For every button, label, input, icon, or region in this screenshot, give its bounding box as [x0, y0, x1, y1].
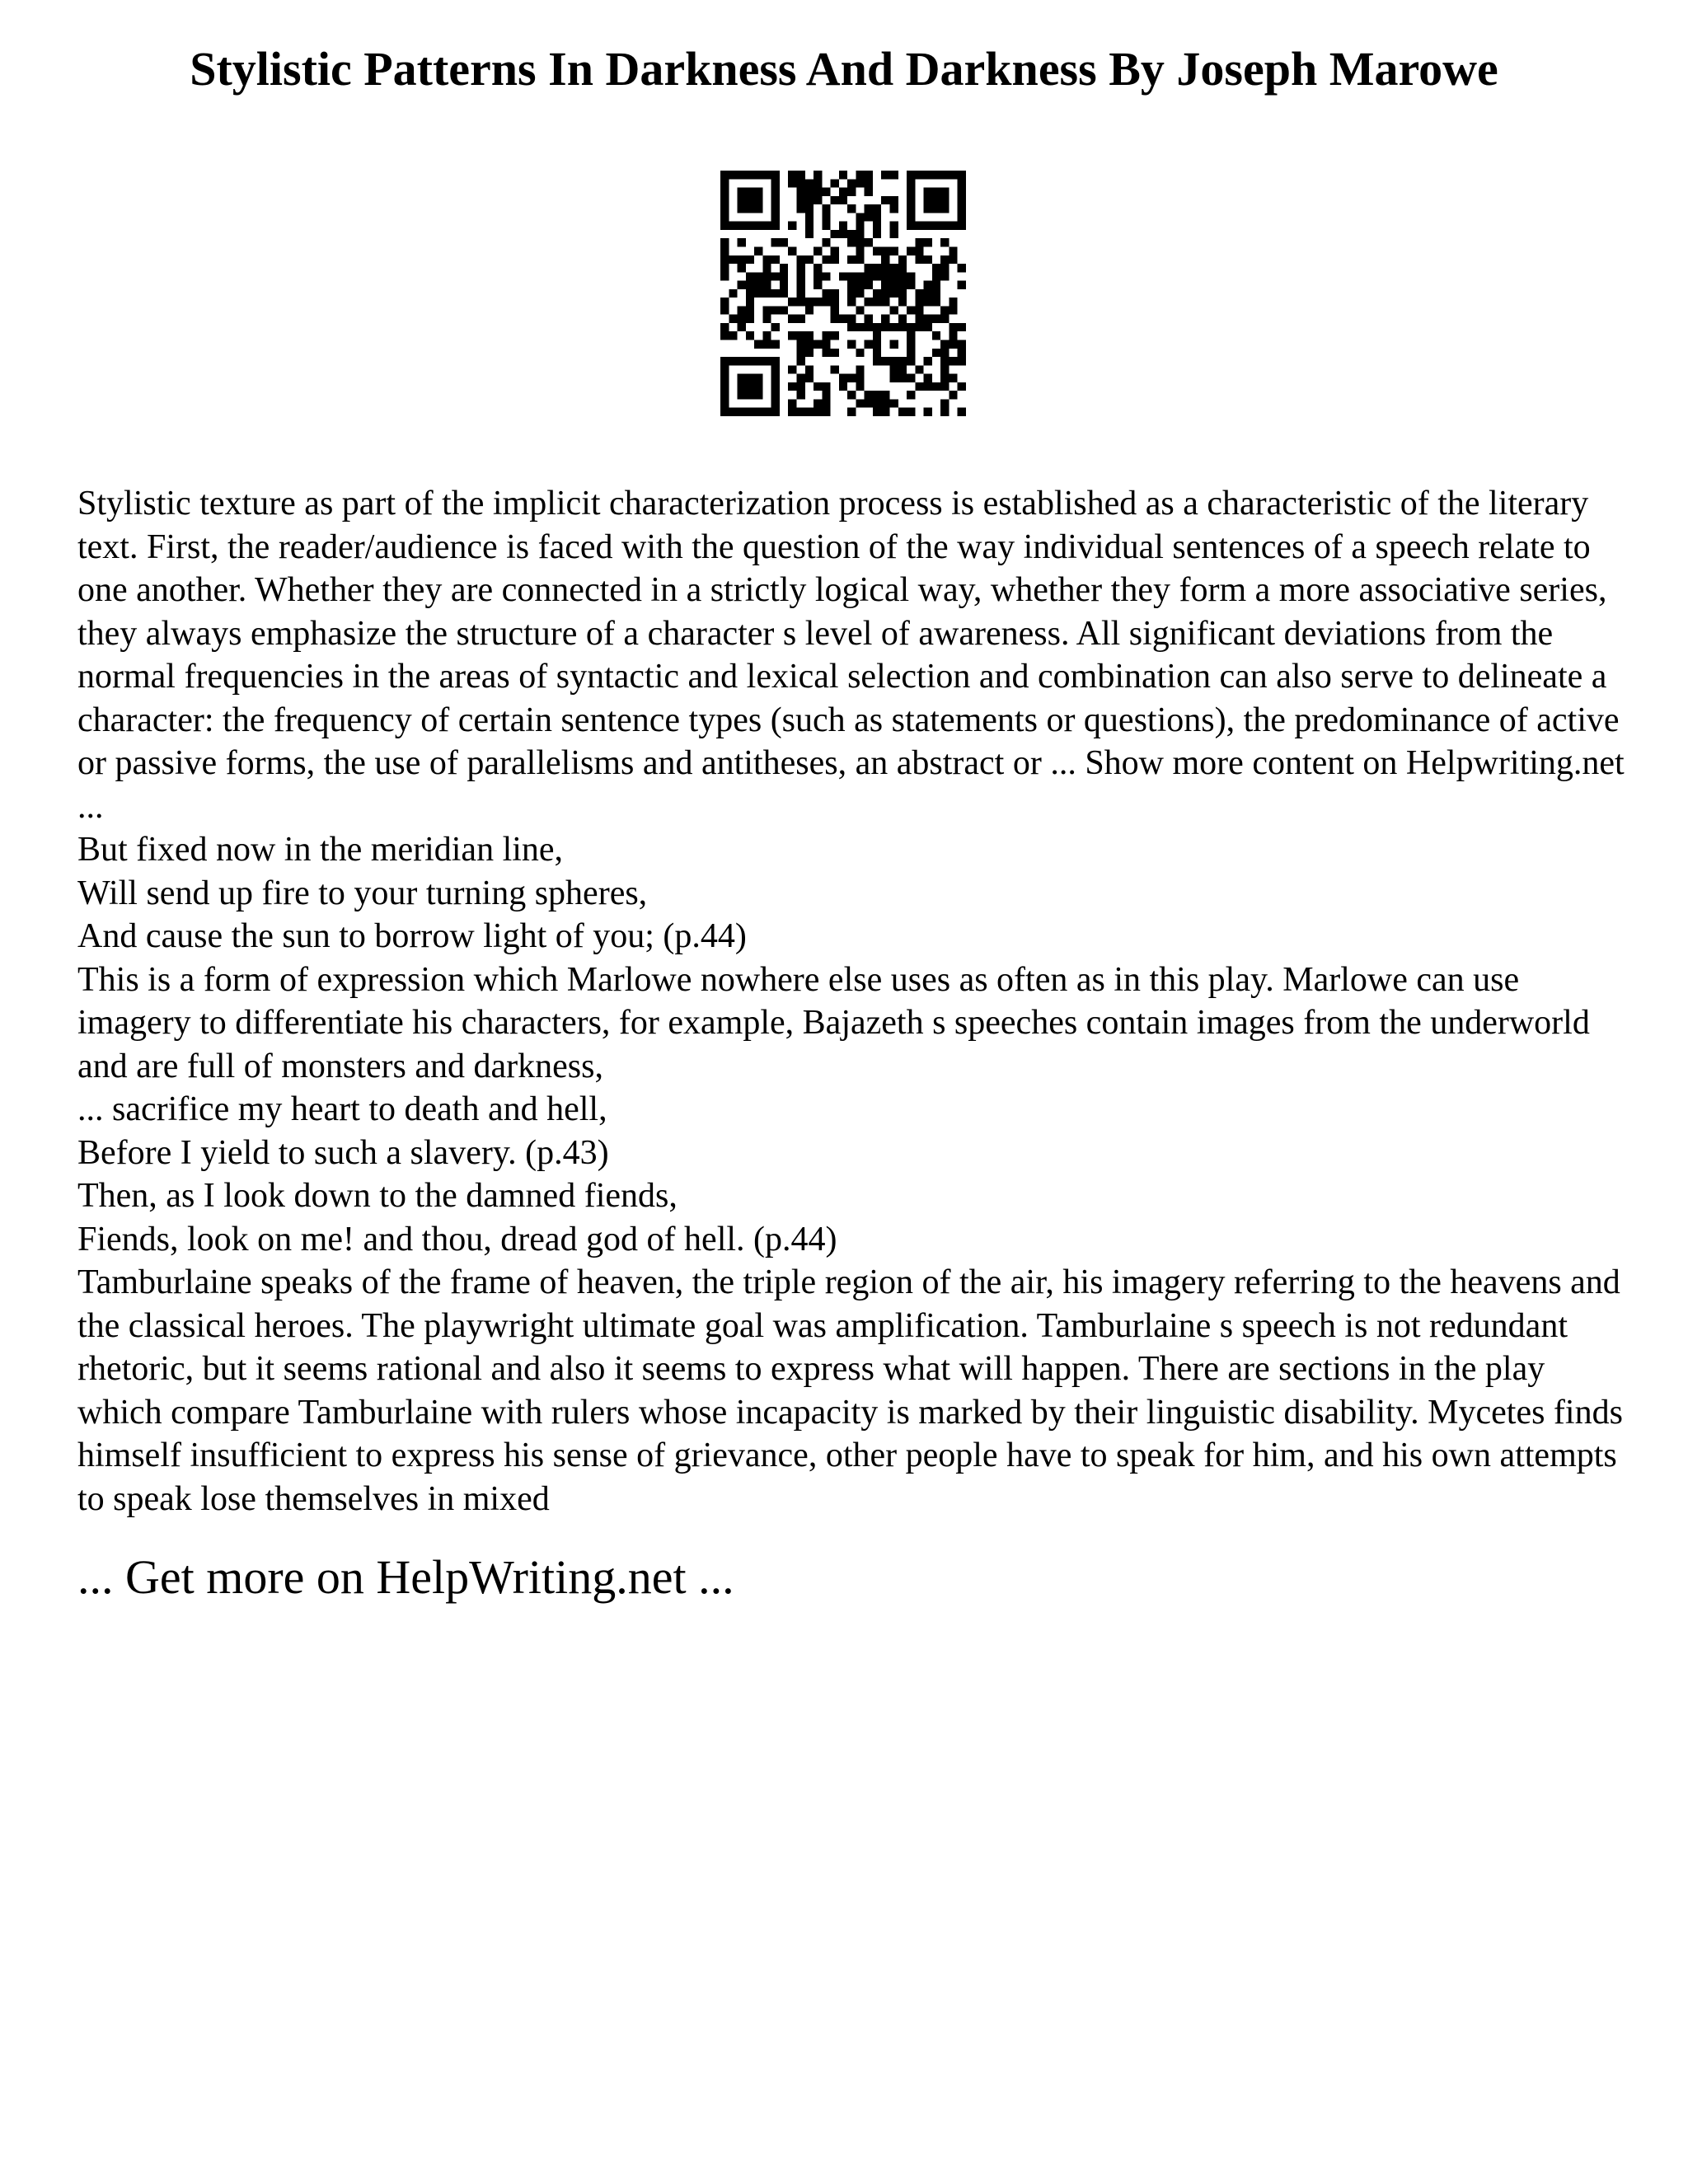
paragraph-intro: Stylistic texture as part of the implicit characterization process is established as a characteristic of the literary text. First, the reader/audience is faced with the question of the way individual sentences of a speech relate to one another. Whether they are connected in a strictly logical way, whether they form a more associative series, they always emphasize the structure of a character s level of awareness. All significant deviations from the normal frequencies in the areas of syntactic and lexical selection and combination can also serve to delineate a character: the frequency of certain sentence types (such as statements or questions), the predominance of active or passive forms, the use of parallelisms and antitheses, an abstract or ... Show more content on Helpwriting.net ...	[77, 485, 1625, 826]
article-body	[77, 482, 1627, 1521]
paragraph-imagery: This is a form of expression which Marlowe nowhere else uses as often as in this play. Marlowe can use imagery to differentiate his characters, for example, Bajazeth s speeches contain images from the underworld and are full of monsters and darkness,	[77, 960, 1590, 1085]
page-title: Stylistic Patterns In Darkness And Darkness By Joseph Marowe	[190, 42, 1498, 96]
paragraph-tamburlaine: Tamburlaine speaks of the frame of heaven, the triple region of the air, his imagery referring to the heavens and the classical heroes. The playwright ultimate goal was amplification. Tamburlaine s speech is not redundant rhetoric, but it seems rational and also it seems to express what will happen. There are sections in the play which compare Tamburlaine with rulers whose incapacity is marked by their linguistic disability. Mycetes finds himself insufficient to express his sense of grievance, other people have to speak for him, and his own attempts to speak lose themselves in mixed	[77, 1263, 1623, 1518]
quote-line: Before I yield to such a slavery. (p.43)	[77, 1133, 609, 1172]
quote-line: Fiends, look on me! and thou, dread god of hell. (p.44)	[77, 1220, 837, 1258]
get-more-link[interactable]: ... Get more on HelpWriting.net ...	[77, 1550, 734, 1604]
quote-line: And cause the sun to borrow light of you; (p.44)	[77, 917, 747, 955]
quote-line: ... sacrifice my heart to death and hell,	[77, 1090, 607, 1128]
qr-code-icon	[720, 171, 966, 416]
quote-line: But fixed now in the meridian line,	[77, 831, 564, 869]
quote-line: Will send up fire to your turning spheres,	[77, 874, 648, 912]
quote-line: Then, as I look down to the damned fiends,	[77, 1177, 678, 1215]
